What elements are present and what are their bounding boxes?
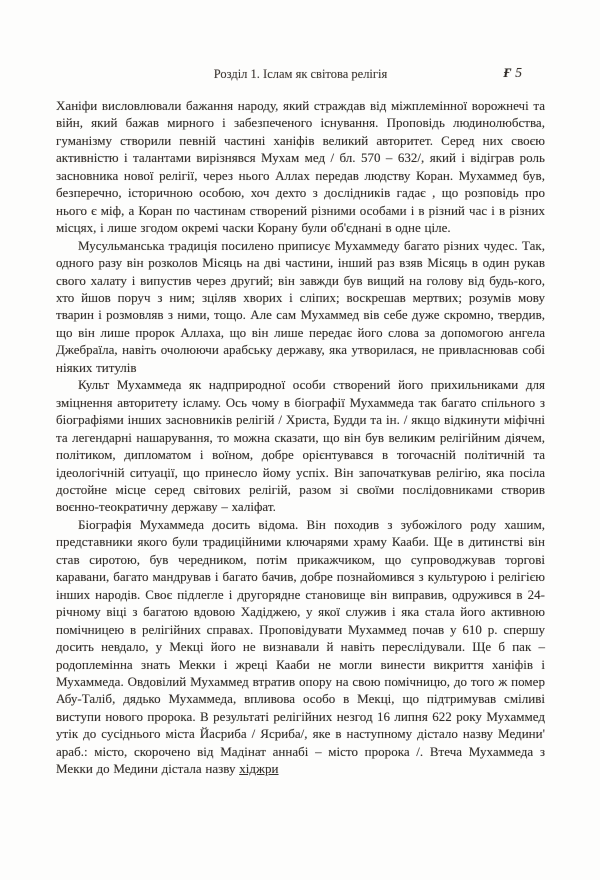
paragraph-biography <box>56 516 545 778</box>
page-body <box>56 97 545 778</box>
underlined-term-hijra: хіджри <box>239 761 279 777</box>
page-number: 5 <box>515 65 522 80</box>
paragraph-muslim-tradition: Мусульманська традиція посилено приписує Мухаммеду багато різних чудес. Так, одного разу він розколов Місяць на дві частини, інший раз взяв Місяць в один рукав свого халату і випустив через другий; він завжди був вищий на голову від будь-кого, хто йшов поруч з ним; зціляв хворих і сліпих; воскрешав мертвих; розумів мову тварин і розмовляв з ними, тощо. Але сам Мухаммед вів себе дуже скромно, твердив, що він лише пророк Аллаха, що він лише передає його слова за допомогою ангела Джебраїла, навіть очолюючи арабську державу, яка утворилася, не привласнював собі ніяких титулів <box>56 237 545 375</box>
ornament-icon: Ғ <box>503 65 512 80</box>
paragraph-cult-of-muhammad: Культ Мухаммеда як надприродної особи створений його прихильниками для зміцнення авторитету ісламу. Ось чому в біографії Мухаммеда так багато спільного з біографіями інших засновників релігій / Христа, Будди та ін. / якщо відкинути міфічні та легендарні нашарування, то можна сказати, що він був великим релігійним діячем, політиком, дипломатом і воїном, добре орієнтувався в тогочасній політичній та ідеологічній ситуації, що принесло йому успіх. Він започаткував релігію, яка посіла достойне місце серед світових релігій, разом зі своїми послідовниками створив воєнно-теократичну державу – халіфат. <box>56 377 545 515</box>
page-number-group <box>503 65 522 81</box>
paragraph-hanifs: Ханіфи висловлювали бажання народу, який страждав від міжплемінної ворожнечі та війн, який бажав мирного і забезпеченого існування. Проповідь людинолюбства, гуманізму створили певній частині ханіфів великий авторитет. Серед них своєю активністю і талантами вирізнявся Мухам мед / бл. 570 – 632/, який і відіграв роль засновника нової релігії, через нього Аллах передав людству Коран. Мухаммед був, безперечно, історичною особою, хоч дехто з дослідників гадає , що розповідь про нього є міф, а Коран по частинам створений різними особами і в різний час і в різних місцях, і лише згодом окремі часки Корану були об'єднані в одне ціле. <box>56 98 545 236</box>
paragraph-biography-text: Біографія Мухаммеда досить відома. Він походив з зубожілого роду хашим, представники якого були традиційними ключарями храму Кааби. Ще в дитинстві він став сиротою, був чередником, потім прикажчиком, що супроводжував торгові каравани, багато мандрував і багато бачив, добре познайомився з культурою і релігією інших народів. Своє підлегле і другорядне становище він виправив, одружився в 24-річному віці з багатою вдовою Хадіджею, у якої служив і яка стала його активною помічницею в релігійних справах. Проповідувати Мухаммед почав у 610 р. спершу досить невдало, у Мекці його не визнавали й навіть переслідували. Ще б пак – родоплемінна знать Мекки і жреці Кааби не могли винести викриття ханіфів і Мухаммеда. Овдовілий Мухаммед втратив опору на свою помічницю, до того ж помер Абу-Таліб, дядько Мухаммеда, впливова особо в Мекці, що підтримував сміливі виступи нового пророка. В результаті релігійних незгод 16 липня 622 року Мухаммед утік до сусіднього міста Йасриба / Ясриба/, яке в наступному дістало назву Медини' араб.: місто, скорочено від Мадінат аннабі – місто пророка /. Втеча Мухаммеда з Мекки до Медини дістала назву <box>56 516 545 777</box>
chapter-title: Розділ 1. Іслам як світова релігія <box>213 67 388 81</box>
running-head <box>56 66 545 84</box>
